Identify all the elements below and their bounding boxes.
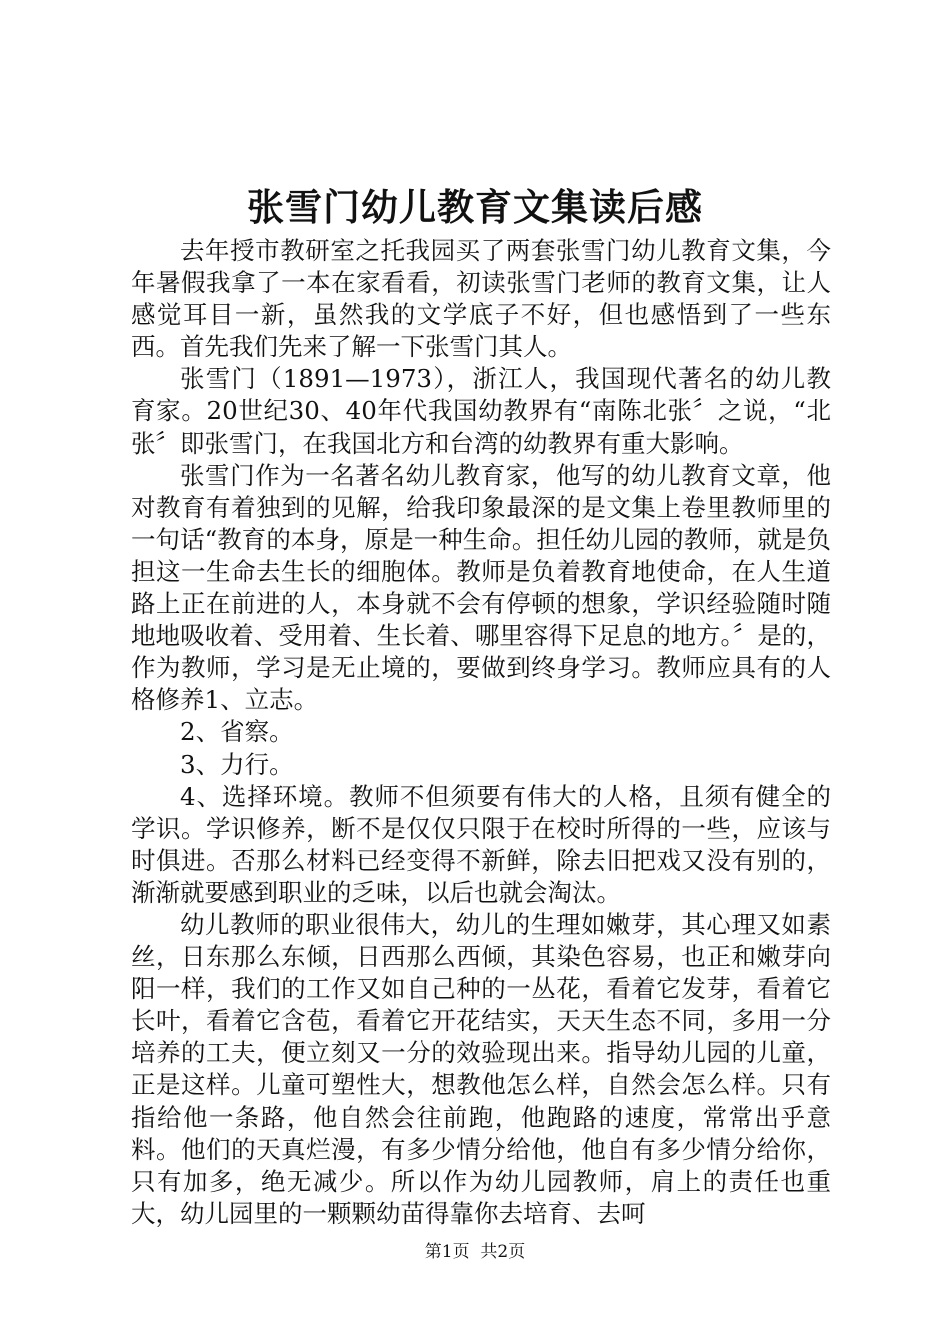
paragraph: 幼儿教师的职业很伟大，幼儿的生理如嫩芽，其心理又如素丝，日东那么东倾，日西那么西倾，其染色容易，也正和嫩芽向阳一样，我们的工作又如自己种的一丛花，看着它发芽，看着它长叶，看着它含苞，看着它开花结实，天天生态不同，多用一分培养的工夫，便立刻又一分的效验现出来。指导幼儿园的儿童，正是这样。儿童可塑性大，想教他怎么样，自然会怎么样。只有指给他一条路，他自然会往前跑，他跑路的速度，常常出乎意料。他们的天真烂漫，有多少情分给他，他自有多少情分给你，只有加多，绝无减少。所以作为幼儿园教师，肩上的责任也重大，幼儿园里的一颗颗幼苗得靠你去培育、去呵 bbox=[131, 909, 831, 1228]
paragraph: 4、选择环境。教师不但须要有伟大的人格，且须有健全的学识。学识修养，断不是仅仅只限于在校时所得的一些，应该与时俱进。否那么材料已经变得不新鲜，除去旧把戏又没有别的，渐渐就要感到职业的乏味，以后也就会淘汰。 bbox=[131, 781, 831, 907]
paragraph: 去年授市教研室之托我园买了两套张雪门幼儿教育文集，今年暑假我拿了一本在家看看，初读张雪门老师的教育文集，让人感觉耳目一新，虽然我的文学底子不好，但也感悟到了一些东西。首先我们先来了解一下张雪门其人。 bbox=[131, 236, 831, 362]
paragraph: 张雪门（1891—1973），浙江人，我国现代著名的幼儿教育家。20世纪30、40年代我国幼教界有“南陈北张〞之说，“北张〞即张雪门，在我国北方和台湾的幼教界有重大影响。 bbox=[131, 364, 831, 458]
page-footer: 第1页 共2页 bbox=[424, 1242, 526, 1262]
document-body bbox=[131, 235, 831, 1230]
paragraph: 3、力行。 bbox=[180, 749, 294, 779]
paragraph: 张雪门作为一名著名幼儿教育家，他写的幼儿教育文章，他对教育有着独到的见解，给我印象最深的是文集上卷里教师里的一句话“教育的本身，原是一种生命。担任幼儿园的教师，就是负担这一生命去生长的细胞体。教师是负着教育地使命，在人生道路上正在前进的人，本身就不会有停顿的想象，学识经验随时随地地吸收着、受用着、生长着、哪里容得下足息的地方。〞是的，作为教师，学习是无止境的，要做到终身学习。教师应具有的人格修养1、立志。 bbox=[131, 460, 831, 715]
document-title: 张雪门幼儿教育文集读后感 bbox=[247, 186, 703, 229]
paragraph: 2、省察。 bbox=[180, 717, 294, 747]
